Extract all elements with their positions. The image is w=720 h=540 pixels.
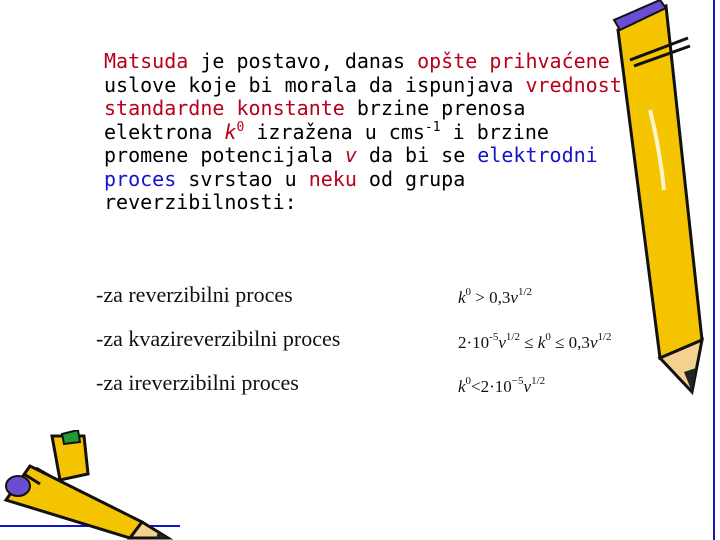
- text-span: uslove koje bi morala da ispunjava: [104, 72, 526, 97]
- text-span: brzine prenosa: [344, 96, 526, 120]
- formula-superscript: -5: [489, 331, 499, 343]
- formula-superscript: 1/2: [505, 331, 520, 343]
- formula-quasireversible: [458, 333, 612, 353]
- criteria-label: -za reverzibilni proces: [96, 282, 293, 307]
- highlight-proces: proces: [104, 166, 177, 191]
- formula-v: v: [523, 377, 532, 396]
- formula-reversible: [458, 288, 532, 308]
- formula-operator: ≤: [519, 333, 538, 352]
- text-span: od grupa: [356, 166, 466, 191]
- criteria-row: [96, 326, 340, 352]
- formula-superscript: 0: [465, 286, 472, 298]
- criteria-row: [96, 370, 299, 396]
- formula-superscript: 1/2: [517, 286, 532, 298]
- formula-superscript: 1/2: [597, 331, 612, 343]
- formula-v: v: [589, 333, 598, 352]
- highlight-matsuda: Matsuda: [104, 49, 189, 73]
- text-span: da bi se: [356, 143, 478, 167]
- highlight-neku: neku: [308, 166, 357, 191]
- formula-prefix: 2·10: [458, 333, 490, 352]
- formula-superscript: 1/2: [531, 375, 546, 387]
- symbol-v: v: [344, 143, 357, 167]
- highlight-vrednost: vrednost: [525, 72, 622, 97]
- criteria-label: -za kvazireverzibilni proces: [96, 326, 341, 351]
- text-span: i brzine: [440, 119, 549, 144]
- highlight-opste-prihvacene: opšte prihvaćene: [417, 49, 610, 73]
- formula-superscript: 0: [465, 375, 472, 387]
- symbol-k-superscript: 0: [236, 119, 245, 135]
- highlight-standardne-konstante: standardne konstante: [104, 96, 345, 120]
- formula-k: k: [537, 333, 546, 352]
- formula-v: v: [498, 333, 506, 352]
- formula-v: v: [510, 288, 518, 307]
- formula-operator: ≤ 0,3: [550, 333, 590, 352]
- text-span: izražena u cms: [244, 119, 425, 144]
- formula-operator: > 0,3: [471, 288, 511, 307]
- formula-irreversible: [458, 377, 545, 397]
- formula-k: k: [458, 288, 466, 307]
- symbol-k: k: [224, 119, 237, 144]
- highlight-elektrodni: elektrodni: [477, 143, 598, 167]
- text-span: promene potencijala: [104, 143, 345, 167]
- unit-exponent: -1: [424, 119, 441, 135]
- formula-superscript: 0: [545, 331, 551, 343]
- formula-k: k: [458, 377, 466, 396]
- text-span: reverzibilnosti:: [104, 190, 297, 214]
- intro-paragraph: [104, 50, 644, 215]
- text-span: je postavo, danas: [188, 49, 418, 73]
- text-span: elektrona: [104, 119, 225, 144]
- formula-superscript: −5: [511, 375, 524, 387]
- text-span: svrstao u: [176, 166, 309, 191]
- formula-operator: <2·10: [471, 377, 512, 396]
- criteria-label: -za ireverzibilni proces: [96, 370, 299, 395]
- criteria-row: [96, 282, 293, 308]
- pencil-icon: [0, 430, 180, 540]
